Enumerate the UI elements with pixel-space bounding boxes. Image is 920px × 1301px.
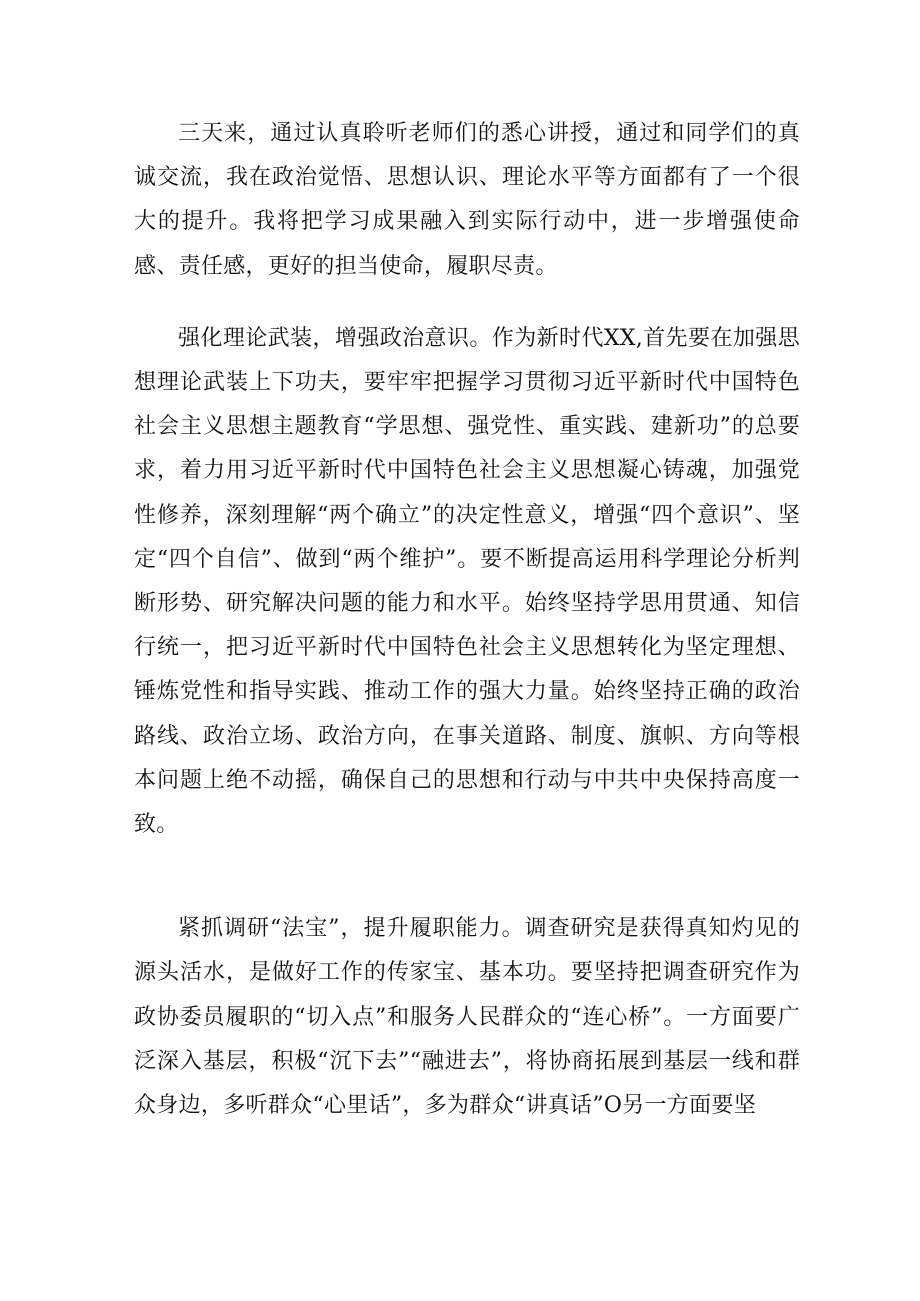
paragraph-theory-armament: 强化理论武装，增强政治意识。作为新时代XX,首先要在加强思想理论武装上下功夫，要牢牢把握学习贯彻习近平新时代中国特色社会主义思想主题教育“学思想、强党性、重实践、建新功”的总要求，着力用习近平新时代中国特色社会主义思想凝心铸魂，加强党性修养，深刻理解“两个确立”的决定性意义，增强“四个意识”、坚定“四个自信”、做到“两个维护”。要不断提高运用科学理论分析判断形势、研究解决问题的能力和水平。始终坚持学思用贯通、知信行统一，把习近平新时代中国特色社会主义思想转化为坚定理想、锤炼党性和指导实践、推动工作的强大力量。始终坚持正确的政治路线、政治立场、政治方向，在事关道路、制度、旗帜、方向等根本问题上绝不动摇，确保自己的思想和行动与中共中央保持高度一致。 xyxy=(134,325,800,838)
document-body xyxy=(134,112,800,1128)
paragraph-study-reflection: 三天来，通过认真聆听老师们的悉心讲授，通过和同学们的真诚交流，我在政治觉悟、思想认识、理论水平等方面都有了一个很大的提升。我将把学习成果融入到实际行动中，进一步增强使命感、责任感，更好的担当使命，履职尽责。 xyxy=(134,121,800,279)
paragraph-research-duty: 紧抓调研“法宝”，提升履职能力。调查研究是获得真知灼见的源头活水，是做好工作的传家宝、基本功。要坚持把调查研究作为政协委员履职的“切入点”和服务人民群众的“连心桥”。一方面要广泛深入基层，积极“沉下去”“融进去”，将协商拓展到基层一线和群众身边，多听群众“心里话”，多为群众“讲真话”O另一方面要坚 xyxy=(134,916,800,1119)
